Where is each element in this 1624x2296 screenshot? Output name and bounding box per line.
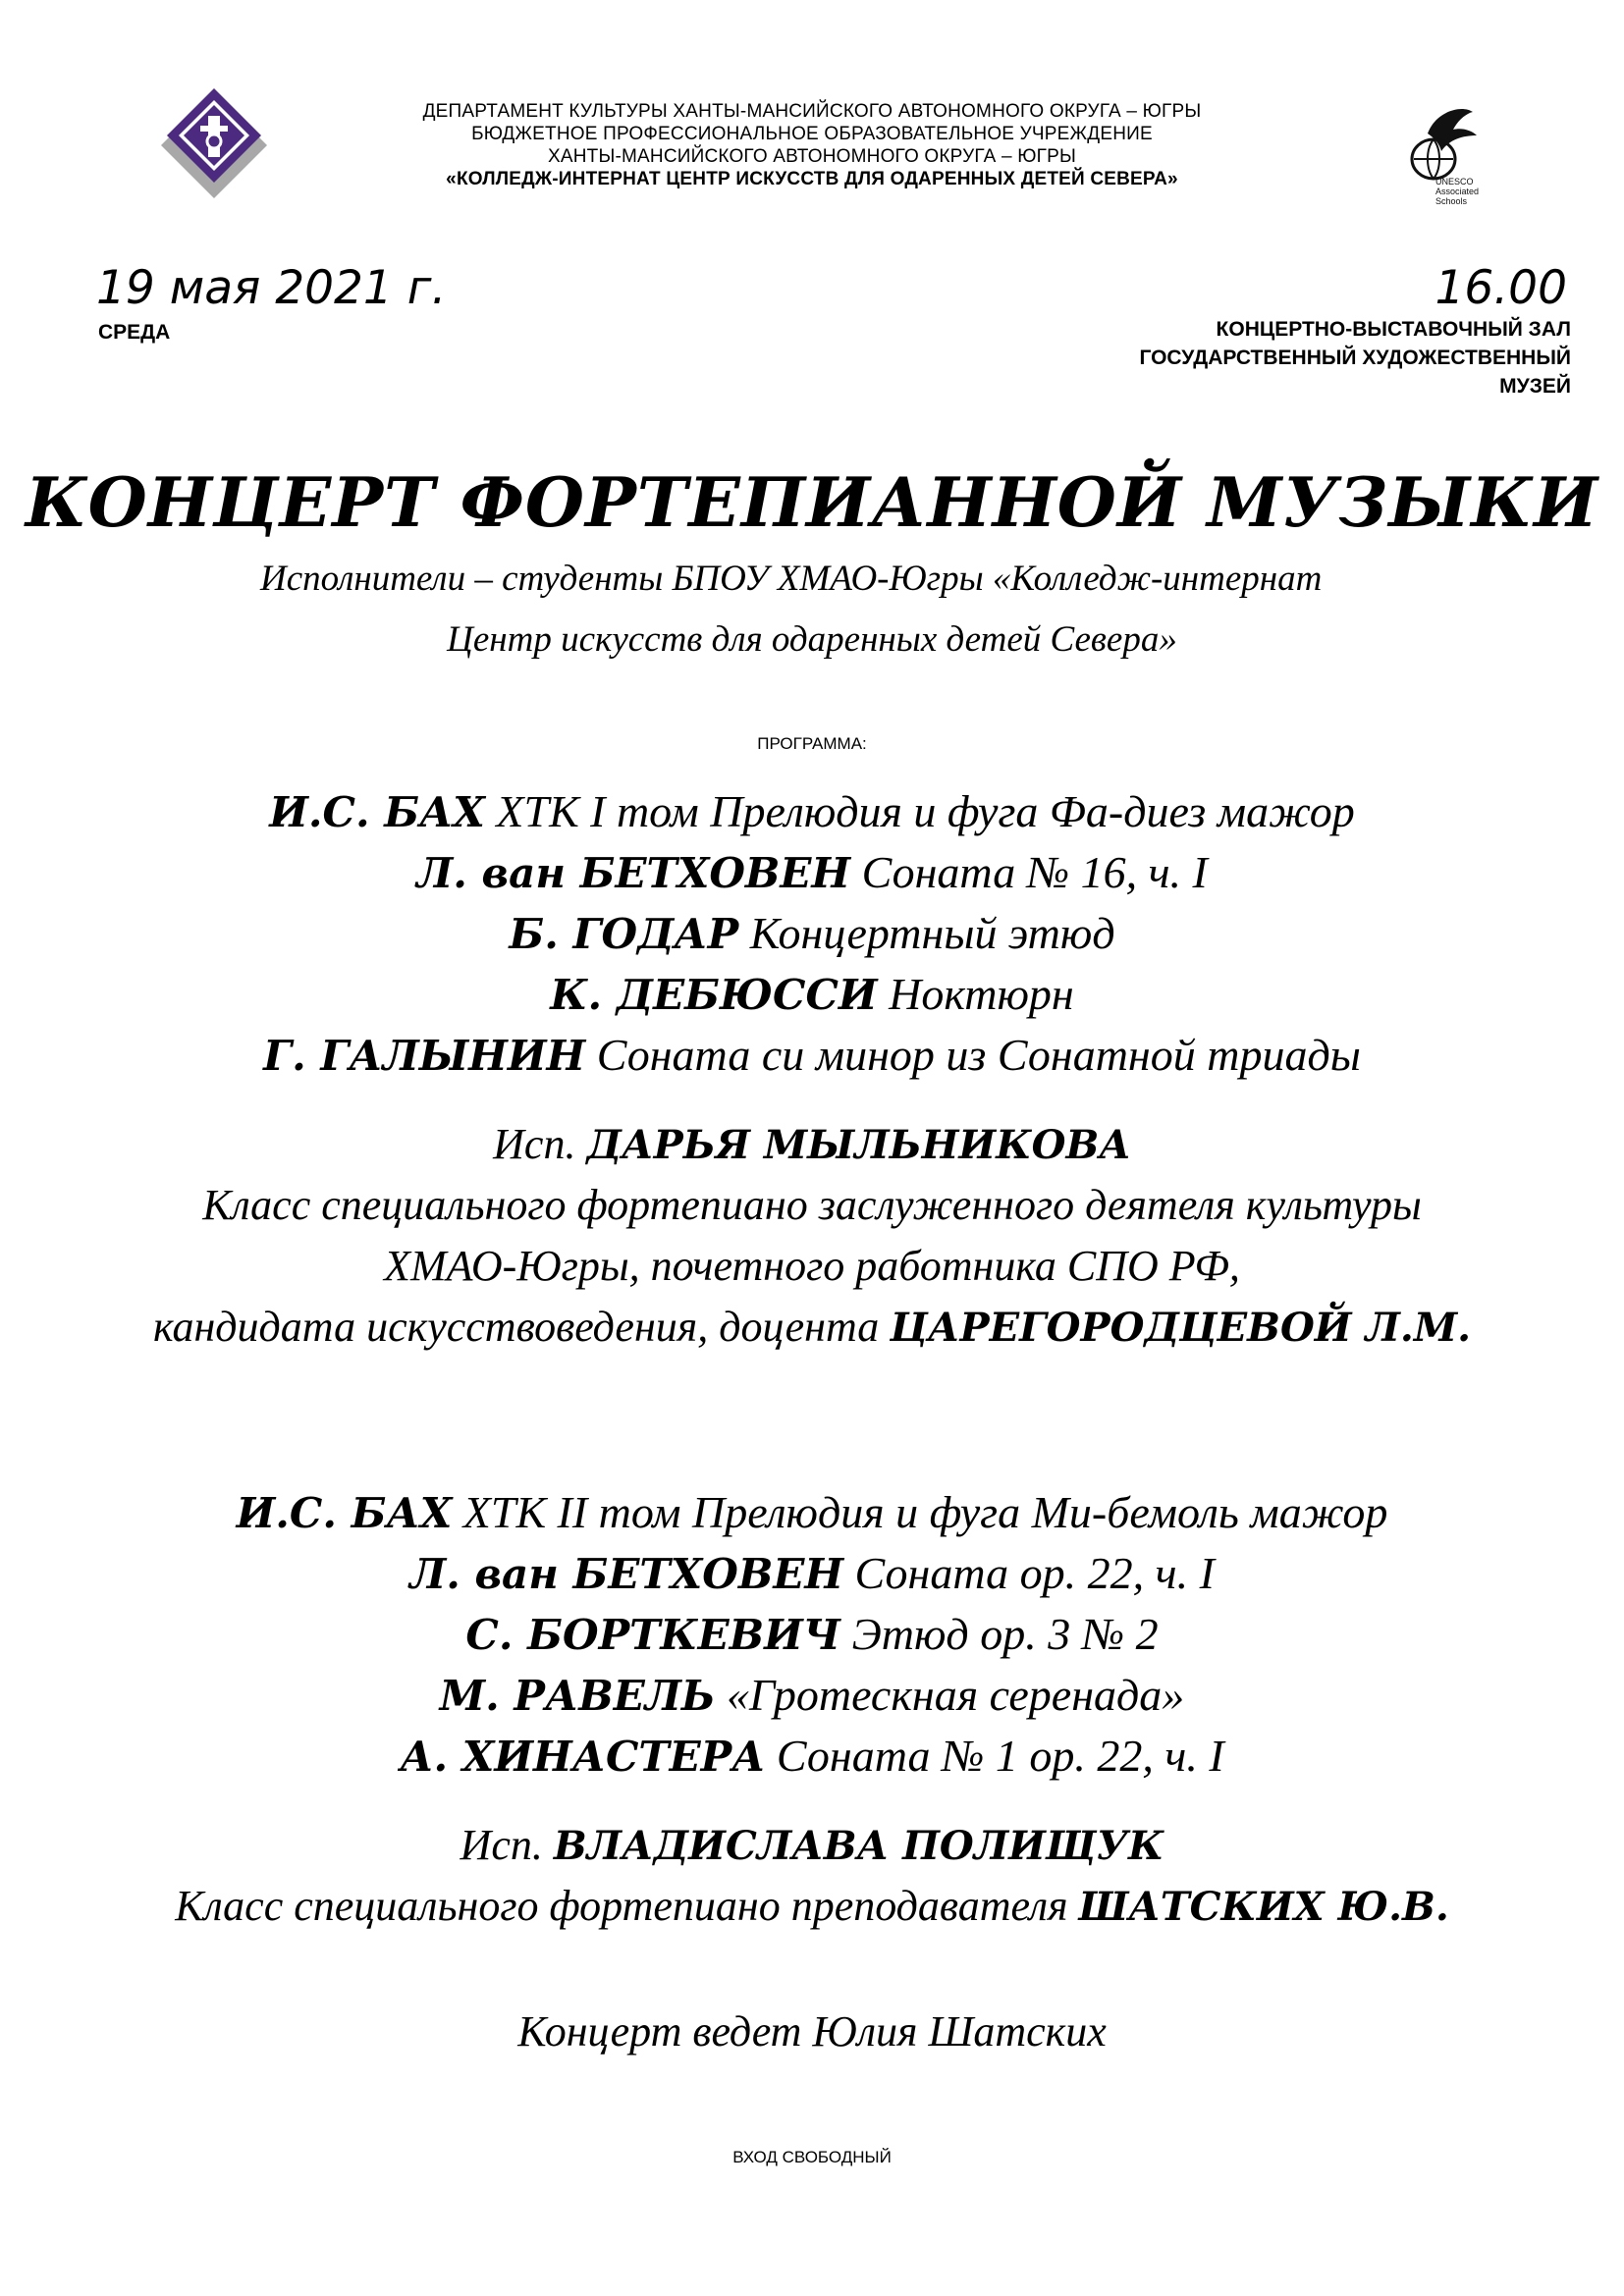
work-title: Соната № 1 ор. 22, ч. I	[765, 1731, 1224, 1781]
composer-name: К. ДЕБЮССИ	[550, 971, 878, 1019]
program-item	[0, 785, 1624, 846]
composer-name: И.С. БАХ	[269, 788, 485, 836]
event-date: 19 мая 2021 г.	[96, 261, 447, 315]
composer-name: И.С. БАХ	[236, 1489, 453, 1537]
composer-name: Г. ГАЛЫНИН	[263, 1032, 586, 1080]
teacher-name: ШАТСКИХ Ю.В.	[1078, 1884, 1449, 1930]
program-label: ПРОГРАММА:	[757, 734, 867, 753]
performer-name: ВЛАДИСЛАВА ПОЛИЩУК	[553, 1823, 1164, 1869]
part2-program	[0, 1486, 1624, 1790]
header-line-1: ДЕПАРТАМЕНТ КУЛЬТУРЫ ХАНТЫ-МАНСИЙСКОГО АВТОНОМНОГО ОКРУГА – ЮГРЫ	[422, 101, 1202, 122]
venue-line-3: МУЗЕЙ	[1499, 375, 1571, 398]
part1-program	[0, 785, 1624, 1090]
composer-name: М. РАВЕЛЬ	[439, 1672, 716, 1720]
work-title: Этюд ор. 3 № 2	[840, 1609, 1159, 1659]
venue-block	[884, 261, 1571, 400]
program-item	[0, 1608, 1624, 1669]
host-line: Концерт ведет Юлия Шатских	[517, 2007, 1107, 2056]
venue-line-2: ГОСУДАРСТВЕННЫЙ ХУДОЖЕСТВЕННЫЙ	[1139, 347, 1571, 369]
class-line-3-prefix: кандидата искусствоведения, доцента	[152, 1303, 891, 1351]
header-line-3: ХАНТЫ-МАНСИЙСКОГО АВТОНОМНОГО ОКРУГА – ЮГРЫ	[548, 146, 1076, 167]
composer-name: Б. ГОДАР	[509, 910, 739, 958]
composer-name: А. ХИНАСТЕРА	[400, 1733, 766, 1781]
performer-prefix: Исп.	[493, 1120, 587, 1168]
work-title: Соната си минор из Сонатной триады	[585, 1030, 1361, 1080]
program-item	[0, 1486, 1624, 1547]
part2-performer-block	[0, 1820, 1624, 1942]
subtitle-line-2: Центр искусств для одаренных детей Севера»	[447, 619, 1177, 660]
performer-prefix: Исп.	[460, 1821, 554, 1869]
performer-line	[0, 1119, 1624, 1180]
program-item	[0, 1547, 1624, 1608]
work-title: ХТК II том Прелюдия и фуга Ми-бемоль мажор	[452, 1487, 1388, 1537]
program-item	[0, 1730, 1624, 1790]
work-title: Концертный этюд	[738, 908, 1115, 958]
work-title: ХТК I том Прелюдия и фуга Фа-диез мажор	[484, 786, 1355, 836]
performer-name: ДАРЬЯ МЫЛЬНИКОВА	[586, 1122, 1131, 1168]
header-line-4: «КОЛЛЕДЖ-ИНТЕРНАТ ЦЕНТР ИСКУССТВ ДЛЯ ОДАРЕННЫХ ДЕТЕЙ СЕВЕРА»	[446, 169, 1178, 189]
event-time-display: 16.00	[1435, 261, 1567, 315]
subtitle-line-1: Исполнители – студенты БПОУ ХМАО-Югры «Колледж-интернат	[260, 559, 1323, 599]
composer-name: Л. ван БЕТХОВЕН	[416, 849, 851, 897]
composer-name: С. БОРТКЕВИЧ	[465, 1611, 841, 1659]
composer-name: Л. ван БЕТХОВЕН	[409, 1550, 844, 1598]
class-line-2: ХМАО-Югры, почетного работника СПО РФ,	[384, 1242, 1240, 1290]
program-item	[0, 907, 1624, 968]
institution-header	[0, 100, 1624, 190]
unesco-logo-text: UNESCO Associated Schools	[1435, 177, 1480, 206]
program-item	[0, 1029, 1624, 1090]
header-line-2: БЮДЖЕТНОЕ ПРОФЕССИОНАЛЬНОЕ ОБРАЗОВАТЕЛЬНОЕ УЧРЕЖДЕНИЕ	[471, 124, 1153, 144]
program-item	[0, 846, 1624, 907]
teacher-name: ЦАРЕГОРОДЦЕВОЙ Л.М.	[890, 1305, 1472, 1351]
work-title: «Гротескная серенада»	[715, 1670, 1185, 1720]
program-item	[0, 968, 1624, 1029]
venue-line-1: КОНЦЕРТНО-ВЫСТАВОЧНЫЙ ЗАЛ	[1216, 318, 1571, 341]
free-entry: ВХОД СВОБОДНЫЙ	[732, 2148, 892, 2166]
work-title: Ноктюрн	[877, 969, 1074, 1019]
class-line-3	[0, 1302, 1624, 1362]
class-line	[0, 1881, 1624, 1942]
class-line-1: Класс специального фортепиано заслуженного деятеля культуры	[202, 1181, 1422, 1229]
concert-title: КОНЦЕРТ ФОРТЕПИАННОЙ МУЗЫКИ	[25, 463, 1599, 543]
part1-performer-block	[0, 1119, 1624, 1362]
class-prefix: Класс специального фортепиано преподавателя	[175, 1882, 1079, 1930]
performer-line	[0, 1820, 1624, 1881]
work-title: Соната № 16, ч. I	[850, 847, 1208, 897]
event-weekday: СРЕДА	[98, 321, 171, 344]
program-item	[0, 1669, 1624, 1730]
work-title: Соната ор. 22, ч. I	[843, 1548, 1215, 1598]
